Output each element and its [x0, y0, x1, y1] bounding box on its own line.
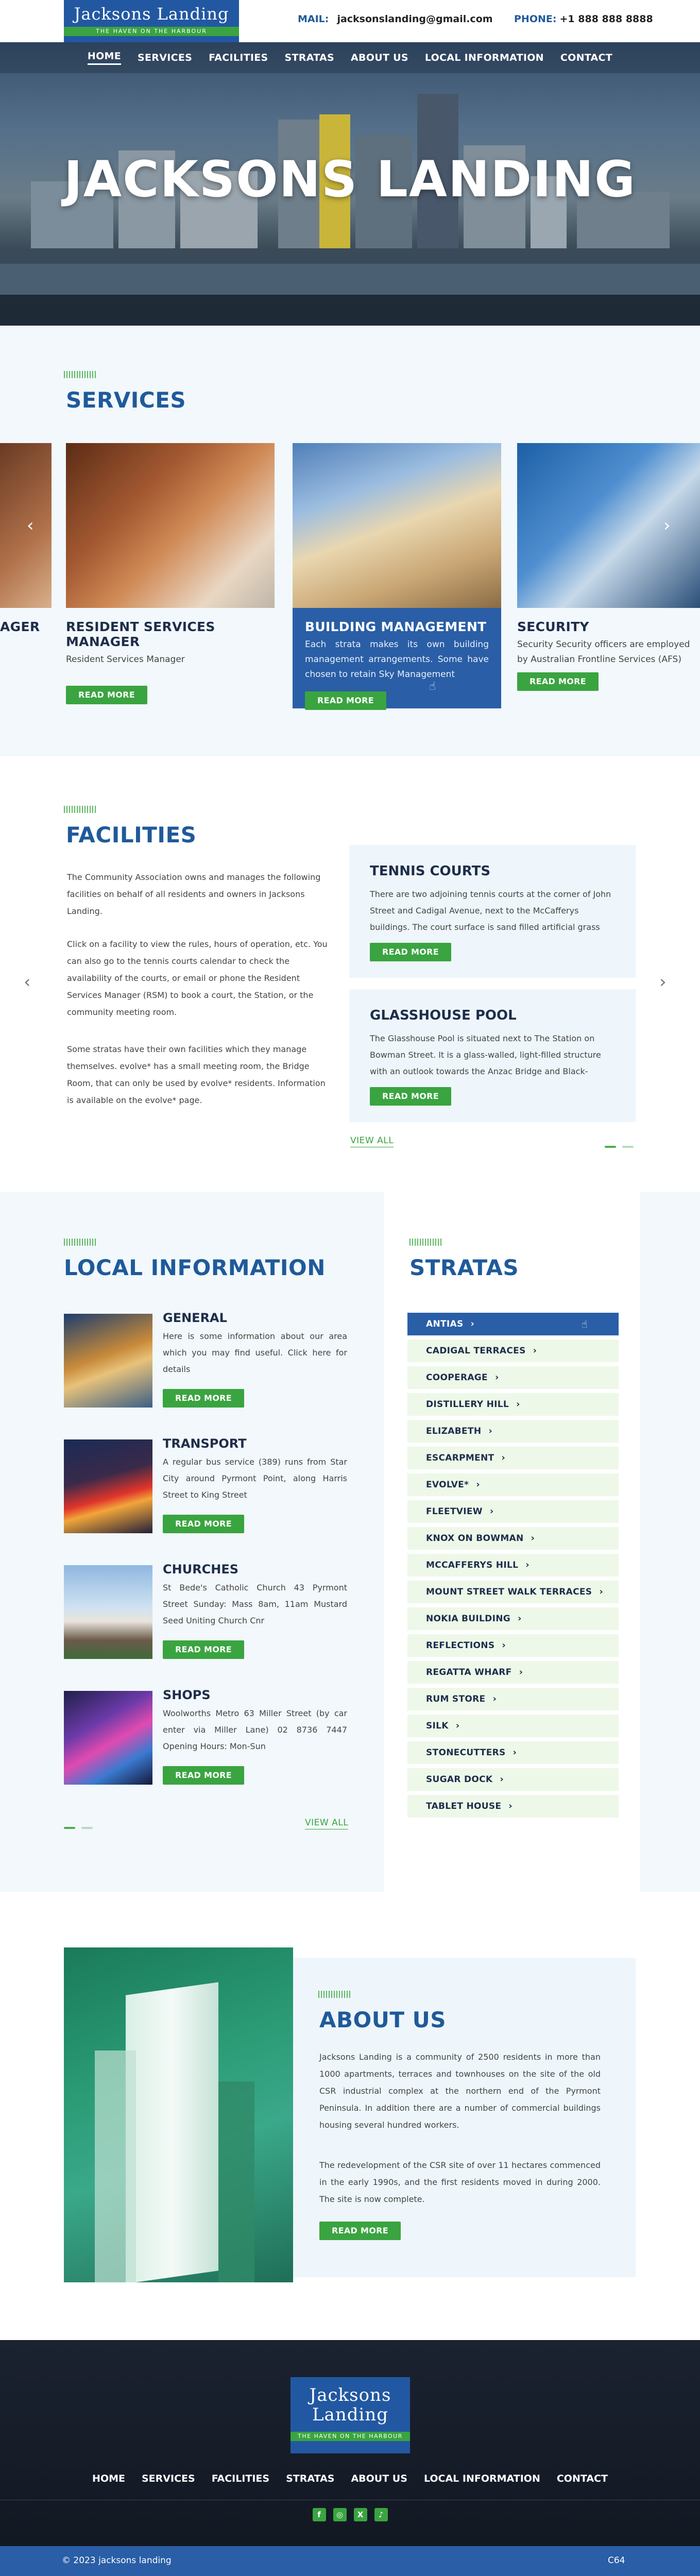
- about-title: ABOUT US: [319, 2007, 446, 2032]
- decorative-hatch: [64, 1239, 97, 1246]
- social-links: [0, 2508, 700, 2521]
- local-item-title: SHOPS: [163, 1688, 211, 1702]
- facility-box-pool[interactable]: [349, 989, 636, 1122]
- read-more-button[interactable]: READ MORE: [517, 672, 599, 691]
- strata-item[interactable]: [407, 1420, 619, 1443]
- read-more-button[interactable]: READ MORE: [370, 943, 451, 961]
- strata-item[interactable]: [407, 1393, 619, 1416]
- about-image: [64, 1947, 293, 2282]
- read-more-button[interactable]: READ MORE: [163, 1515, 244, 1533]
- local-item-shops: [64, 1688, 347, 1789]
- strata-item[interactable]: [407, 1581, 619, 1603]
- strata-item-label: ANTIAS: [426, 1319, 464, 1329]
- slider-dot[interactable]: [622, 1146, 634, 1148]
- chevron-right-icon: ›: [501, 1452, 506, 1463]
- local-item-image[interactable]: [64, 1314, 152, 1408]
- x-twitter-icon[interactable]: X: [354, 2508, 367, 2521]
- footer-nav-facilities[interactable]: FACILITIES: [211, 2473, 270, 2484]
- service-image: [293, 443, 501, 608]
- slider-dot-active[interactable]: [605, 1146, 616, 1148]
- chevron-right-icon: ›: [500, 1774, 504, 1785]
- facility-box-tennis[interactable]: [349, 845, 636, 978]
- credit-link[interactable]: C64: [608, 2555, 625, 2566]
- strata-item[interactable]: [407, 1741, 619, 1764]
- service-image: [66, 443, 275, 608]
- strata-item-label: FLEETVIEW: [426, 1506, 483, 1517]
- nav-services[interactable]: SERVICES: [138, 52, 193, 63]
- mail-link[interactable]: jacksonslanding@gmail.com: [337, 13, 493, 25]
- service-card: [517, 443, 700, 708]
- strata-item[interactable]: [407, 1313, 619, 1335]
- chevron-right-icon: ›: [470, 1318, 475, 1329]
- facility-text: There are two adjoining tennis courts at the corner of John Street and Cadigal Avenue, next to the McCafferys buildings. The court surface is sand filled artificial grass: [370, 889, 611, 932]
- hero-title: JACKSONS LANDING: [64, 150, 636, 208]
- footer-nav-local-information[interactable]: LOCAL INFORMATION: [423, 2473, 540, 2484]
- strata-item-label: ESCARPMENT: [426, 1453, 494, 1463]
- read-more-button[interactable]: READ MORE: [305, 691, 386, 710]
- copyright-text: © 2023 jacksons landing: [62, 2555, 172, 2566]
- services-next-arrow[interactable]: ›: [663, 515, 671, 536]
- chevron-right-icon: ›: [508, 1801, 513, 1811]
- facility-text: The Glasshouse Pool is situated next to The Station on Bowman Street. It is a glass-walled, light-filled structure with an outlook towards the Anzac Bridge and Black-: [370, 1033, 601, 1076]
- nav-about-us[interactable]: ABOUT US: [351, 52, 408, 63]
- footer-logo-line1: Jacksons: [309, 2385, 391, 2405]
- mail-contact: [298, 13, 493, 25]
- local-item-text: Here is some information about our area which you may find useful. Click here for details: [163, 1331, 347, 1374]
- local-item-general: [64, 1311, 347, 1412]
- service-card-text: Resident Services Manager: [66, 654, 185, 665]
- chevron-right-icon: ›: [502, 1640, 506, 1651]
- read-more-button[interactable]: READ MORE: [163, 1640, 244, 1659]
- footer-logo[interactable]: [291, 2377, 410, 2453]
- nav-home[interactable]: HOME: [88, 50, 121, 65]
- facilities-prev-arrow[interactable]: ‹: [24, 972, 31, 992]
- strata-item-label: COOPERAGE: [426, 1372, 488, 1383]
- chevron-right-icon: ›: [533, 1345, 537, 1356]
- nav-facilities[interactable]: FACILITIES: [209, 52, 268, 63]
- facebook-icon[interactable]: f: [313, 2508, 326, 2521]
- mail-label: MAIL:: [298, 13, 329, 25]
- chevron-right-icon: ›: [513, 1747, 517, 1758]
- strata-item[interactable]: [407, 1340, 619, 1362]
- read-more-button[interactable]: READ MORE: [163, 1766, 244, 1785]
- strata-item-label: SILK: [426, 1721, 449, 1731]
- chevron-right-icon: ›: [494, 1372, 499, 1383]
- local-item-title: TRANSPORT: [163, 1436, 247, 1451]
- facilities-next-arrow[interactable]: ›: [659, 972, 667, 992]
- service-card-title: RESIDENT SERVICES MANAGER: [66, 619, 215, 649]
- strata-item[interactable]: [407, 1554, 619, 1577]
- chevron-right-icon: ›: [492, 1693, 497, 1704]
- about-read-more-button[interactable]: READ MORE: [319, 2222, 401, 2240]
- strata-item-label: CADIGAL TERRACES: [426, 1346, 526, 1356]
- strata-item[interactable]: [407, 1688, 619, 1710]
- chevron-right-icon: ›: [516, 1399, 520, 1410]
- strata-item[interactable]: [407, 1447, 619, 1469]
- strata-item-label: KNOX ON BOWMAN: [426, 1533, 524, 1544]
- strata-item-label: RUM STORE: [426, 1694, 486, 1704]
- footer-nav: [0, 2473, 700, 2484]
- chevron-right-icon: ›: [476, 1479, 480, 1490]
- decorative-hatch: [64, 371, 97, 378]
- logo-tagline: THE HAVEN ON THE HARBOUR: [64, 27, 239, 36]
- strata-item-label: EVOLVE*: [426, 1480, 469, 1490]
- facilities-title: FACILITIES: [66, 822, 197, 848]
- phone-label: PHONE:: [514, 13, 557, 25]
- bottom-bar: [0, 2546, 700, 2576]
- local-item-image[interactable]: [64, 1565, 152, 1659]
- facility-title: TENNIS COURTS: [370, 863, 491, 879]
- strata-item-label: TABLET HOUSE: [426, 1801, 502, 1811]
- local-view-all-link[interactable]: VIEW ALL: [305, 1818, 348, 1829]
- footer-nav-contact[interactable]: CONTACT: [556, 2473, 608, 2484]
- strata-item[interactable]: [407, 1768, 619, 1791]
- about-para-2: The redevelopment of the CSR site of over 11 hectares commenced in the early 1990s, and the first residents moved in during 2000. The site is now complete.: [319, 2160, 601, 2204]
- strata-item-label: NOKIA BUILDING: [426, 1614, 510, 1624]
- facilities-strata-info: Some stratas have their own facilities which they manage themselves. evolve* has a small meeting room, the Bridge Room, that can only be used by evolve* residents. Information is available on the evolve* page.: [67, 1044, 326, 1105]
- service-card-title: SECURITY: [517, 619, 589, 634]
- local-item-image[interactable]: [64, 1439, 152, 1533]
- service-image: [517, 443, 700, 608]
- local-item-text: Woolworths Metro 63 Miller Street (by car enter via Miller Lane) 02 8736 7447 Opening Hours: Mon-Sun: [163, 1708, 347, 1751]
- nav-stratas[interactable]: STRATAS: [284, 52, 334, 63]
- strata-item[interactable]: [407, 1795, 619, 1818]
- chevron-right-icon: ›: [488, 1426, 493, 1436]
- chevron-right-icon: ›: [455, 1720, 460, 1731]
- read-more-button[interactable]: READ MORE: [370, 1087, 451, 1106]
- decorative-hatch: [409, 1239, 442, 1246]
- strata-item[interactable]: [407, 1527, 619, 1550]
- local-item-text: A regular bus service (389) runs from Star City around Pyrmont Point, along Harris Street to King Street: [163, 1457, 347, 1500]
- services-prev-arrow[interactable]: ‹: [27, 515, 34, 536]
- strata-item[interactable]: [407, 1607, 619, 1630]
- service-card-active: [293, 443, 501, 708]
- strata-item[interactable]: [407, 1715, 619, 1737]
- instagram-icon[interactable]: ◎: [333, 2508, 347, 2521]
- facilities-intro: The Community Association owns and manages the following facilities on behalf of all residents and owners in Jacksons Landing.: [67, 872, 321, 916]
- strata-item[interactable]: [407, 1634, 619, 1657]
- service-card-text: Security Security officers are employed by Australian Frontline Services (AFS): [517, 639, 690, 665]
- main-nav: [0, 42, 700, 73]
- local-item-title: CHURCHES: [163, 1562, 239, 1577]
- logo-text: Jacksons Landing: [74, 4, 229, 24]
- local-item-title: GENERAL: [163, 1311, 227, 1325]
- local-item-churches: [64, 1562, 347, 1663]
- strata-item[interactable]: [407, 1661, 619, 1684]
- side-strip: [640, 1192, 700, 1892]
- phone-contact: [514, 13, 653, 25]
- slider-dot-active[interactable]: [64, 1827, 75, 1829]
- footer-logo-tagline: THE HAVEN ON THE HARBOUR: [291, 2432, 410, 2441]
- footer-nav-services[interactable]: SERVICES: [142, 2473, 195, 2484]
- tiktok-icon[interactable]: ♪: [374, 2508, 388, 2521]
- service-card-text: Each strata makes its own building management arrangements. Some have chosen to retain Sky Management: [305, 639, 489, 680]
- strata-item-label: STONECUTTERS: [426, 1748, 506, 1758]
- nav-local-information[interactable]: LOCAL INFORMATION: [424, 52, 544, 63]
- strata-item-label: ELIZABETH: [426, 1426, 482, 1436]
- strata-item-label: SUGAR DOCK: [426, 1774, 493, 1785]
- local-item-text: St Bede's Catholic Church 43 Pyrmont Street Sunday: Mass 8am, 11am Mustard Seed Uniting Church Cnr: [163, 1583, 347, 1625]
- decorative-hatch: [318, 1991, 351, 1998]
- footer-nav-stratas[interactable]: STRATAS: [286, 2473, 335, 2484]
- read-more-button[interactable]: READ MORE: [163, 1389, 244, 1408]
- strata-item-label: MCCAFFERYS HILL: [426, 1560, 519, 1570]
- site-logo[interactable]: [64, 0, 239, 42]
- footer-nav-about-us[interactable]: ABOUT US: [351, 2473, 407, 2484]
- facilities-view-all-link[interactable]: VIEW ALL: [350, 1136, 394, 1147]
- partial-card-title: AGER: [0, 619, 40, 634]
- footer-nav-home[interactable]: HOME: [92, 2473, 125, 2484]
- facility-title: GLASSHOUSE POOL: [370, 1008, 517, 1023]
- pointer-icon: ☝: [429, 680, 436, 693]
- chevron-right-icon: ›: [599, 1586, 604, 1597]
- phone-link[interactable]: +1 888 888 8888: [559, 13, 653, 25]
- strata-item[interactable]: [407, 1500, 619, 1523]
- chevron-right-icon: ›: [489, 1506, 494, 1517]
- local-item-transport: [64, 1436, 347, 1537]
- service-card: [66, 443, 275, 708]
- read-more-button[interactable]: READ MORE: [66, 686, 147, 704]
- local-item-image[interactable]: [64, 1691, 152, 1785]
- strata-item-label: REFLECTIONS: [426, 1640, 495, 1651]
- chevron-right-icon: ›: [518, 1613, 522, 1624]
- facilities-booking-info: Click on a facility to view the rules, hours of operation, etc. You can also go to the tennis courts calendar to check the availability of the courts, or email or phone the Resident Services Manager (RSM) to book a court, the Station, or the community meeting room.: [67, 939, 328, 1017]
- strata-item-label: MOUNT STREET WALK TERRACES: [426, 1587, 592, 1597]
- local-information-title: LOCAL INFORMATION: [64, 1255, 326, 1280]
- footer-logo-line2: Landing: [312, 2404, 389, 2425]
- strata-item-label: REGATTA WHARF: [426, 1667, 512, 1677]
- pointer-icon: ☝: [581, 1318, 588, 1330]
- about-para-1: Jacksons Landing is a community of 2500 residents in more than 1000 apartments, terraces and townhouses on the site of the old CSR industrial complex at the northern end of the Pyrmont Peninsula. In addition there are a number of commercial buildings housing several hundred workers.: [319, 2052, 601, 2130]
- chevron-right-icon: ›: [525, 1560, 530, 1570]
- strata-item-label: DISTILLERY HILL: [426, 1399, 509, 1410]
- strata-item[interactable]: [407, 1473, 619, 1496]
- strata-item[interactable]: [407, 1366, 619, 1389]
- service-card-partial: [0, 443, 52, 708]
- chevron-right-icon: ›: [531, 1533, 535, 1544]
- decorative-hatch: [64, 806, 97, 813]
- services-title: SERVICES: [66, 387, 186, 413]
- slider-dot[interactable]: [81, 1827, 93, 1829]
- chevron-right-icon: ›: [519, 1667, 523, 1677]
- nav-contact[interactable]: CONTACT: [560, 52, 613, 63]
- stratas-title: STRATAS: [409, 1255, 519, 1280]
- service-card-title: BUILDING MANAGEMENT: [305, 619, 487, 634]
